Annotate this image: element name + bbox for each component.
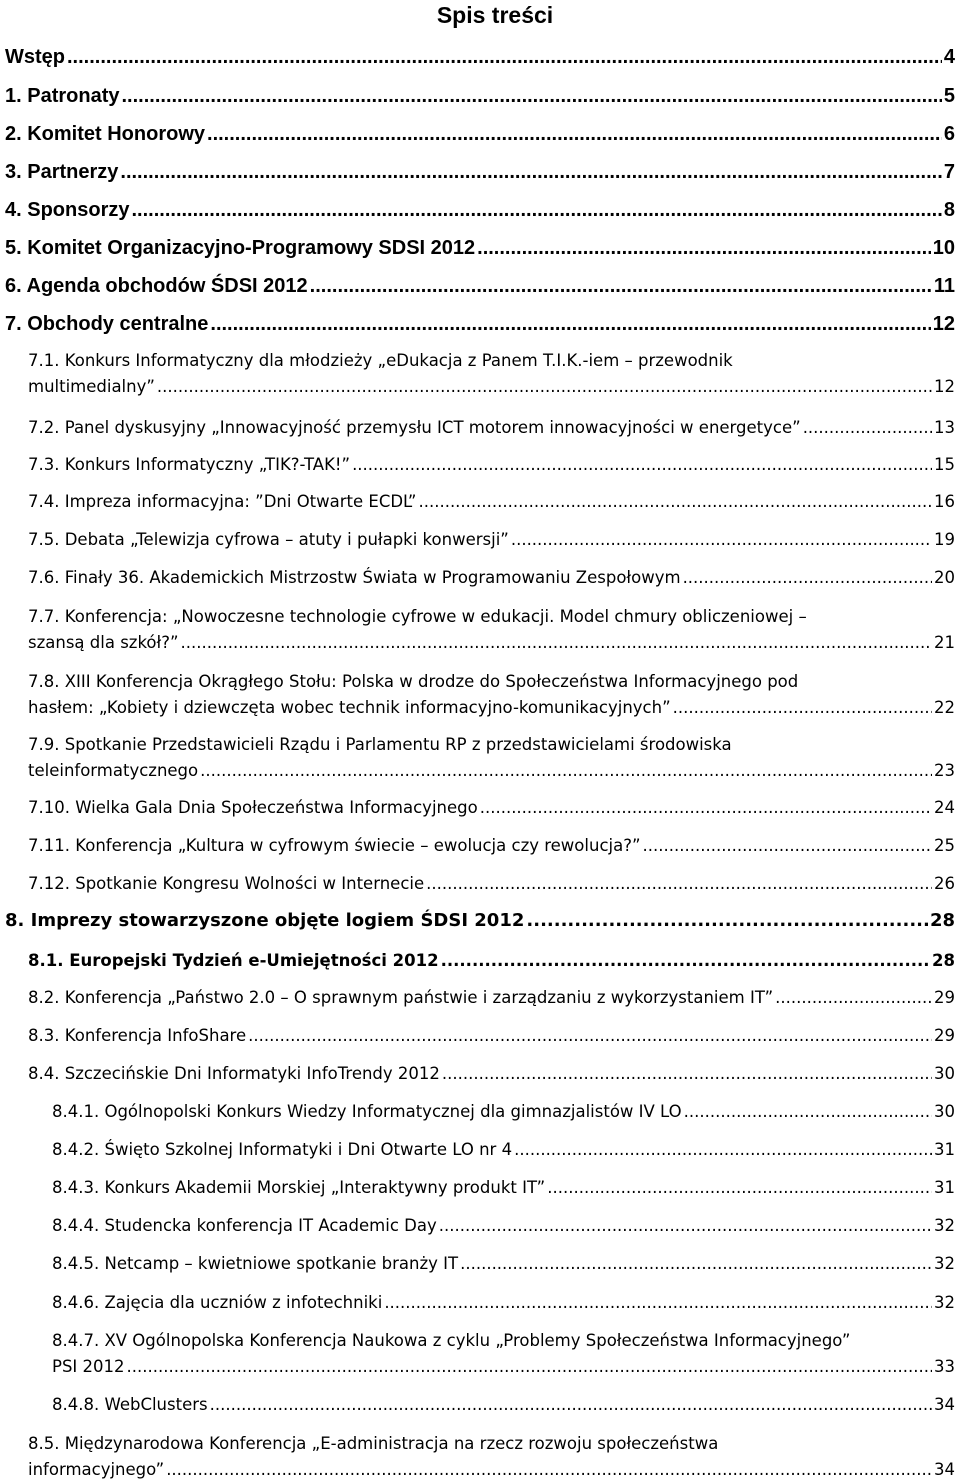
dot-leader xyxy=(511,528,932,552)
toc-entry-page: 5 xyxy=(943,85,955,107)
toc-entry-8-4-2[interactable] xyxy=(52,1138,955,1162)
toc-entry-page: 15 xyxy=(934,455,955,474)
toc-entry-title-cont: hasłem: „Kobiety i dziewczęta wobec technik informacyjno-komunikacyjnych” xyxy=(28,698,671,717)
dot-leader xyxy=(352,453,932,477)
dot-leader xyxy=(460,1252,932,1276)
toc-entry-8-4-3[interactable] xyxy=(52,1176,955,1200)
toc-entry-7-11[interactable] xyxy=(28,834,955,858)
toc-entry-page: 32 xyxy=(934,1254,955,1273)
toc-entry-title: 1. Patronaty xyxy=(5,85,120,107)
toc-entry-7-10[interactable] xyxy=(28,796,955,820)
toc-entry-page: 31 xyxy=(934,1140,955,1159)
toc-entry-7-1[interactable] xyxy=(28,348,955,400)
toc-entry-title: 7.12. Spotkanie Kongresu Wolności w Internecie xyxy=(28,874,425,893)
toc-entry-8-4-4[interactable] xyxy=(52,1214,955,1238)
toc-entry-page: 30 xyxy=(934,1064,955,1083)
dot-leader xyxy=(418,490,932,514)
dot-leader xyxy=(480,796,932,820)
toc-entry-page: 10 xyxy=(932,237,955,259)
toc-entry-title: 7.11. Konferencja „Kultura w cyfrowym świecie – ewolucja czy rewolucja?” xyxy=(28,836,641,855)
toc-entry-page: 26 xyxy=(934,874,955,893)
page-title: Spis treści xyxy=(436,2,554,28)
toc-entry-7-4[interactable] xyxy=(28,490,955,514)
toc-entry-partnerzy[interactable] xyxy=(5,159,955,185)
toc-entry-8-4[interactable] xyxy=(28,1062,955,1086)
toc-entry-7-12[interactable] xyxy=(28,872,955,896)
dot-leader xyxy=(121,83,941,109)
toc-entry-page: 34 xyxy=(934,1395,955,1414)
toc-entry-7-3[interactable] xyxy=(28,453,955,477)
toc-entry-page: 7 xyxy=(943,161,955,183)
toc-entry-title: 7.5. Debata „Telewizja cyfrowa – atuty i pułapki konwersji” xyxy=(28,530,509,549)
toc-entry-page: 33 xyxy=(934,1357,955,1376)
dot-leader xyxy=(441,949,930,973)
toc-entry-title: 5. Komitet Organizacyjno-Programowy SDSI 2012 xyxy=(5,237,476,259)
dot-leader xyxy=(547,1176,932,1200)
toc-entry-page: 32 xyxy=(934,1216,955,1235)
toc-entry-page: 31 xyxy=(934,1178,955,1197)
toc-entry-page: 28 xyxy=(932,951,955,970)
toc-entry-komitet-organizacyjny[interactable] xyxy=(5,235,955,261)
toc-entry-page: 25 xyxy=(934,836,955,855)
toc-entry-page: 23 xyxy=(934,761,955,780)
toc-entry-page: 8 xyxy=(943,199,955,221)
toc-entry-page: 19 xyxy=(934,530,955,549)
toc-entry-title-cont: multimedialny” xyxy=(28,377,155,396)
toc-entry-title-cont: teleinformatycznego xyxy=(28,761,199,780)
toc-entry-8-5[interactable] xyxy=(28,1431,955,1483)
dot-leader xyxy=(426,872,932,896)
dot-leader xyxy=(643,834,932,858)
toc-entry-8[interactable] xyxy=(5,909,955,933)
toc-entry-title: 7.2. Panel dyskusyjny „Innowacyjność przemysłu ICT motorem innowacyjności w energetyce” xyxy=(28,418,801,437)
toc-entry-title-cont: PSI 2012 xyxy=(52,1357,125,1376)
dot-leader xyxy=(684,1100,932,1124)
toc-entry-7-7[interactable] xyxy=(28,604,955,656)
toc-entry-8-3[interactable] xyxy=(28,1024,955,1048)
dot-leader xyxy=(131,197,941,223)
toc-entry-title: 8.4.1. Ogólnopolski Konkurs Wiedzy Informatycznej dla gimnazjalistów IV LO xyxy=(52,1102,682,1121)
toc-entry-title: 8.4.2. Święto Szkolnej Informatyki i Dni Otwarte LO nr 4 xyxy=(52,1140,513,1159)
toc-entry-page: 20 xyxy=(934,568,955,587)
toc-entry-page: 13 xyxy=(934,418,955,437)
dot-leader xyxy=(120,159,941,185)
toc-entry-title: 2. Komitet Honorowy xyxy=(5,123,206,145)
dot-leader xyxy=(514,1138,932,1162)
toc-entry-8-1[interactable] xyxy=(28,949,955,973)
toc-entry-wstep[interactable] xyxy=(5,44,955,70)
dot-leader xyxy=(526,909,928,933)
toc-entry-page: 28 xyxy=(929,910,955,931)
toc-entry-title: 8.3. Konferencja InfoShare xyxy=(28,1026,247,1045)
dot-leader xyxy=(310,273,932,299)
toc-entry-8-4-5[interactable] xyxy=(52,1252,955,1276)
toc-entry-title: 7.6. Finały 36. Akademickich Mistrzostw Świata w Programowaniu Zespołowym xyxy=(28,568,681,587)
dot-leader xyxy=(775,986,932,1010)
toc-entry-page: 12 xyxy=(934,377,955,396)
dot-leader xyxy=(200,758,932,784)
dot-leader xyxy=(67,44,942,70)
toc-entry-sponsorzy[interactable] xyxy=(5,197,955,223)
toc-entry-title: 8.5. Międzynarodowa Konferencja „E-administracja na rzecz rozwoju społeczeństwa xyxy=(28,1434,719,1453)
toc-entry-title: 7.7. Konferencja: „Nowoczesne technologie cyfrowe w edukacji. Model chmury obliczeniowej – xyxy=(28,607,807,626)
toc-entry-title: 7.3. Konkurs Informatyczny „TIK?-TAK!” xyxy=(28,455,351,474)
toc-entry-7-9[interactable] xyxy=(28,732,955,784)
toc-entry-title: 7.4. Impreza informacyjna: ”Dni Otwarte ECDL” xyxy=(28,492,417,511)
toc-entry-page: 30 xyxy=(934,1102,955,1121)
toc-entry-title: 7.1. Konkurs Informatyczny dla młodzieży „eDukacja z Panem T.I.K.-iem – przewodnik xyxy=(28,351,733,370)
toc-entry-page: 12 xyxy=(932,313,955,335)
toc-entry-8-4-7[interactable] xyxy=(52,1328,955,1380)
toc-entry-title: 7.10. Wielka Gala Dnia Społeczeństwa Informacyjnego xyxy=(28,798,478,817)
toc-entry-page: 29 xyxy=(934,988,955,1007)
dot-leader xyxy=(477,235,931,261)
toc-entry-page: 4 xyxy=(943,46,955,68)
toc-entry-page: 21 xyxy=(934,633,955,652)
toc-entry-title: 8.2. Konferencja „Państwo 2.0 – O sprawnym państwie i zarządzaniu z wykorzystaniem IT” xyxy=(28,988,774,1007)
toc-entry-title: 8.4. Szczecińskie Dni Informatyki InfoTrendy 2012 xyxy=(28,1064,440,1083)
toc-entry-title: 7.8. XIII Konferencja Okrągłego Stołu: Polska w drodze do Społeczeństwa Informacyjnego pod xyxy=(28,672,799,691)
toc-entry-title-cont: szansą dla szkół?” xyxy=(28,633,179,652)
toc-entry-7-2[interactable] xyxy=(28,416,955,440)
toc-entry-obchody-centralne[interactable] xyxy=(5,311,955,337)
toc-entry-title: 8.4.6. Zajęcia dla uczniów z infotechniki xyxy=(52,1293,383,1312)
toc-entry-agenda[interactable] xyxy=(5,273,955,299)
toc-entry-title: 3. Partnerzy xyxy=(5,161,119,183)
dot-leader xyxy=(166,1457,932,1483)
toc-entry-komitet-honorowy[interactable] xyxy=(5,121,955,147)
dot-leader xyxy=(248,1024,932,1048)
toc-entry-title: 8. Imprezy stowarzyszone objęte logiem ŚDSI 2012 xyxy=(5,910,525,931)
toc-entry-8-2[interactable] xyxy=(28,986,955,1010)
dot-leader xyxy=(803,416,932,440)
toc-entry-title: 8.1. Europejski Tydzień e-Umiejętności 2012 xyxy=(28,951,439,970)
toc-entry-page: 16 xyxy=(934,492,955,511)
toc-entry-patronaty[interactable] xyxy=(5,83,955,109)
toc-entry-title: 8.4.3. Konkurs Akademii Morskiej „Interaktywny produkt IT” xyxy=(52,1178,546,1197)
toc-entry-page: 22 xyxy=(934,698,955,717)
dot-leader xyxy=(210,1393,932,1417)
toc-entry-title: 8.4.7. XV Ogólnopolska Konferencja Naukowa z cyklu „Problemy Społeczeństwa Informacyjnego” xyxy=(52,1331,851,1350)
toc-entry-8-4-8[interactable] xyxy=(52,1393,955,1417)
toc-entry-page: 6 xyxy=(943,123,955,145)
dot-leader xyxy=(181,630,932,656)
dot-leader xyxy=(210,311,930,337)
dot-leader xyxy=(157,374,932,400)
toc-entry-title-cont: informacyjnego” xyxy=(28,1460,165,1479)
dot-leader xyxy=(384,1291,932,1315)
dot-leader xyxy=(673,695,932,721)
toc-entry-title: 8.4.8. WebClusters xyxy=(52,1395,208,1414)
toc-entry-7-8[interactable] xyxy=(28,669,955,721)
toc-entry-8-4-6[interactable] xyxy=(52,1291,955,1315)
toc-entry-title: 8.4.5. Netcamp – kwietniowe spotkanie branży IT xyxy=(52,1254,459,1273)
dot-leader xyxy=(439,1214,932,1238)
toc-entry-page: 29 xyxy=(934,1026,955,1045)
toc-entry-7-6[interactable] xyxy=(28,566,955,590)
toc-entry-page: 11 xyxy=(933,275,955,297)
toc-entry-page: 32 xyxy=(934,1293,955,1312)
toc-entry-title: 8.4.4. Studencka konferencja IT Academic Day xyxy=(52,1216,437,1235)
toc-entry-page: 24 xyxy=(934,798,955,817)
dot-leader xyxy=(207,121,942,147)
dot-leader xyxy=(442,1062,932,1086)
toc-entry-title: 4. Sponsorzy xyxy=(5,199,130,221)
toc-entry-page: 34 xyxy=(934,1460,955,1479)
toc-entry-title: 6. Agenda obchodów ŚDSI 2012 xyxy=(5,275,308,297)
toc-entry-title: 7. Obchody centralne xyxy=(5,313,209,335)
toc-entry-8-4-1[interactable] xyxy=(52,1100,955,1124)
toc-entry-title: Wstęp xyxy=(5,46,65,68)
toc-entry-7-5[interactable] xyxy=(28,528,955,552)
dot-leader xyxy=(127,1354,932,1380)
dot-leader xyxy=(683,566,932,590)
toc-entry-title: 7.9. Spotkanie Przedstawicieli Rządu i Parlamentu RP z przedstawicielami środowiska xyxy=(28,735,732,754)
